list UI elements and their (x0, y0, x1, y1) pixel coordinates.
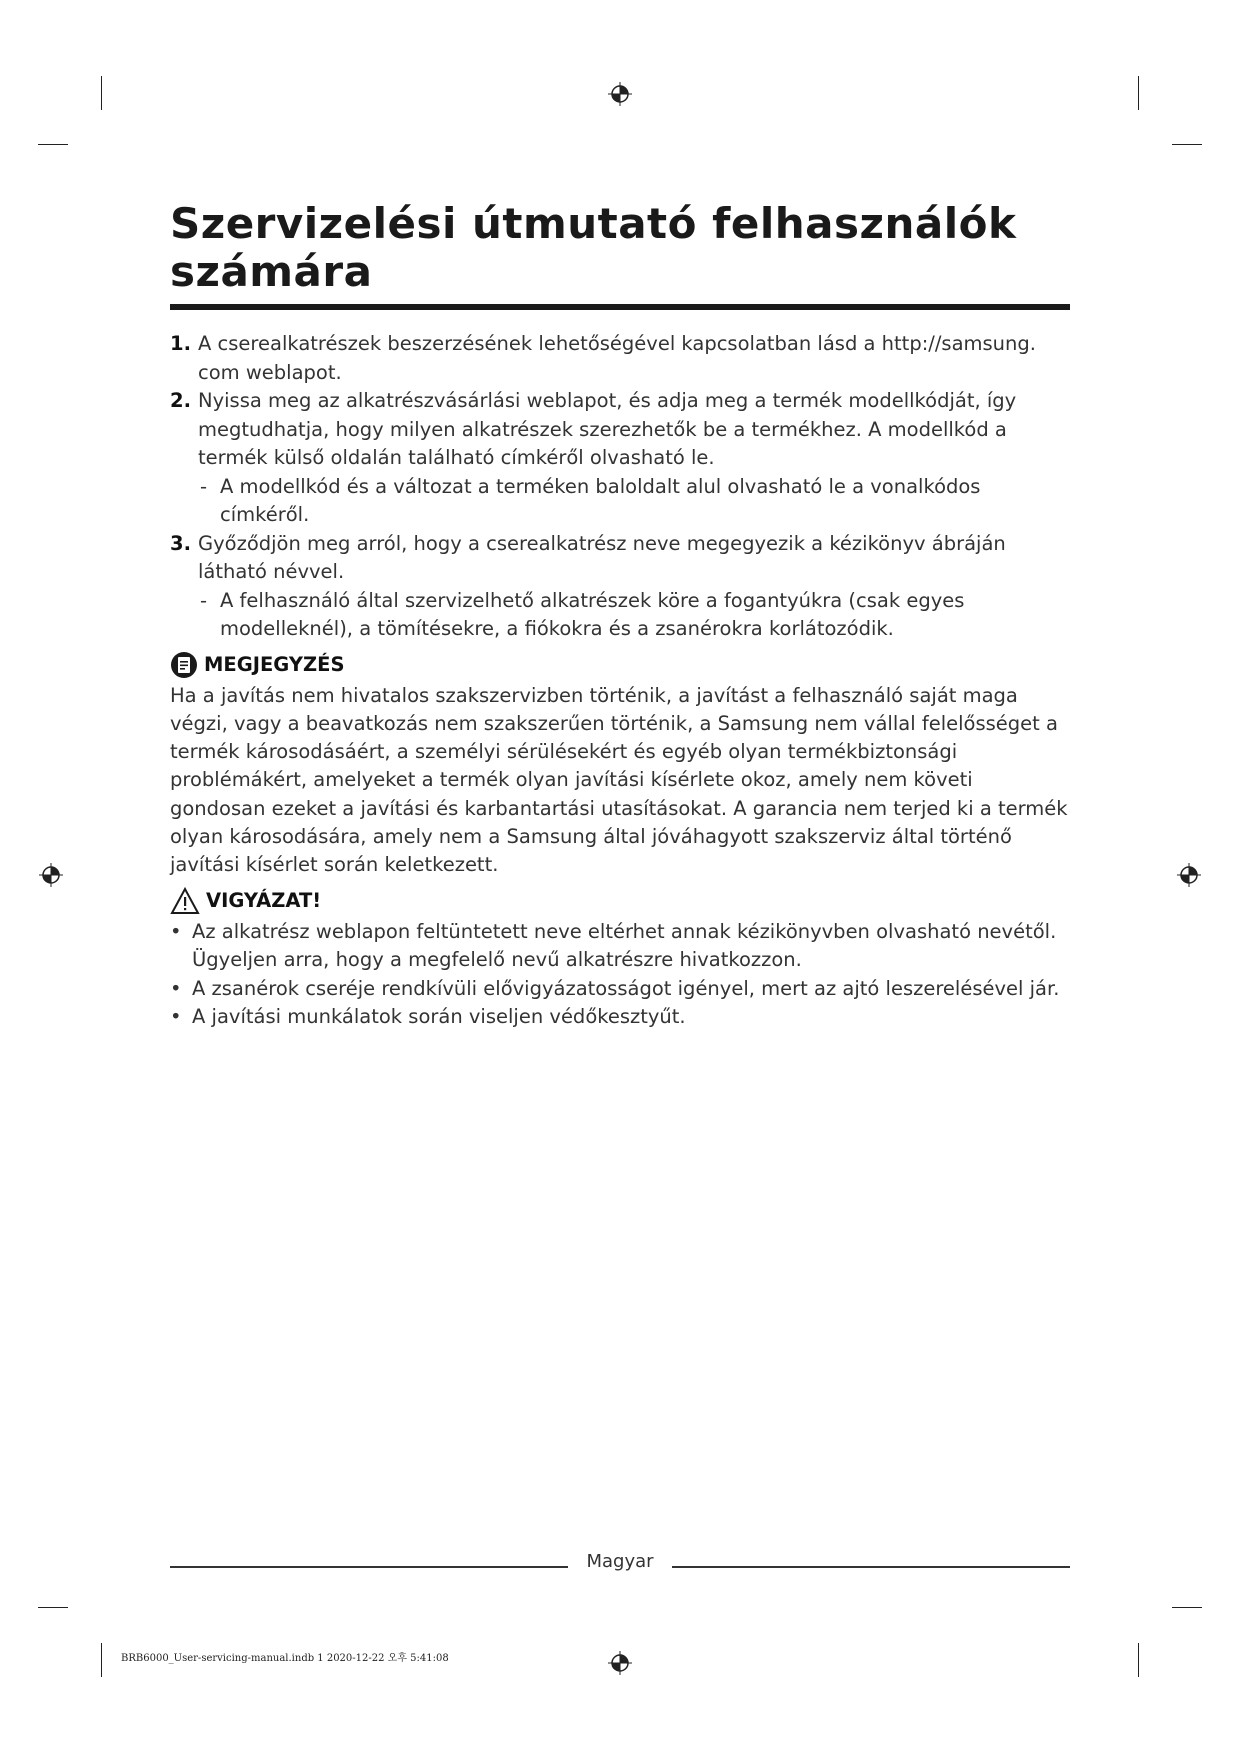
bullet-text: A javítási munkálatok során viseljen védőkesztyűt. (192, 1005, 686, 1029)
print-slug: BRB6000_User-servicing-manual.indb 1 2020-12-22 오후 5:41:08 (121, 1653, 449, 1664)
crop-mark-bottom-right (1138, 1643, 1139, 1677)
sub-item-text: A felhasználó által szervizelhető alkatrészek köre a fogantyúkra (csak egyes modelleknél), a tömítésekre, a fiókokra és a zsanérokra korlátozódik. (220, 588, 965, 640)
list-item (170, 530, 1070, 587)
bullet-text: A zsanérok cseréje rendkívüli elővigyázatosságot igényel, mert az ajtó leszerelésével jár. (192, 976, 1060, 1000)
page-title: Szervizelési útmutató felhasználók számára (170, 199, 1017, 296)
step-number: 1. (170, 332, 191, 355)
step-number: 3. (170, 531, 191, 555)
crop-mark-bottom-left-h (38, 1607, 68, 1608)
title-underline (170, 304, 1070, 310)
footer-rule-right (672, 1566, 1070, 1568)
sub-item (170, 587, 1070, 644)
registration-mark-top-icon (607, 81, 633, 107)
bullet-mark: • (170, 919, 182, 943)
step-text: Nyissa meg az alkatrészvásárlási weblapot, és adja meg a termék modellkódját, így megtudhatja, hogy milyen alkatrészek szerezhetők be a termékhez. A modellkód a termék külső oldalán található címkéről olvasható le. (198, 389, 1017, 469)
registration-mark-bottom-icon (607, 1650, 633, 1676)
caution-heading (170, 886, 1070, 916)
bullet-text: Az alkatrész weblapon feltüntetett neve eltérhet annak kézikönyvben olvasható nevétől. Ügyeljen arra, hogy a megfelelő nevű alkatrészre hivatkozzon. (192, 919, 1057, 972)
caution-label: VIGYÁZAT! (206, 888, 322, 912)
note-icon (170, 651, 198, 679)
note-label: MEGJEGYZÉS (204, 652, 345, 676)
crop-mark-top-right (1138, 76, 1139, 110)
registration-mark-left-icon (38, 862, 64, 888)
crop-mark-top-left-h (38, 144, 68, 145)
caution-list (170, 918, 1070, 1032)
crop-mark-top-right-h (1172, 144, 1202, 145)
footer-rule-left (170, 1566, 568, 1568)
step-number: 2. (170, 389, 191, 412)
crop-mark-bottom-left (101, 1643, 102, 1677)
warning-triangle-icon (170, 887, 200, 915)
list-item (170, 918, 1070, 975)
registration-mark-right-icon (1176, 862, 1202, 888)
list-item (170, 330, 1070, 387)
dash-mark: - (200, 474, 208, 498)
steps-list (170, 330, 1070, 644)
list-item (170, 975, 1070, 1004)
step-text: A cserealkatrészek beszerzésének lehetőségével kapcsolatban lásd a http://samsung. com weblapot. (198, 332, 1036, 384)
dash-mark: - (200, 588, 208, 612)
bullet-mark: • (170, 1005, 182, 1029)
sub-item-text: A modellkód és a változat a terméken baloldalt alul olvasható le a vonalkódos címkéről. (220, 474, 981, 526)
note-text: Ha a javítás nem hivatalos szakszervizben történik, a javítást a felhasználó saját maga végzi, vagy a beavatkozás nem szakszerűen történik, a Samsung nem vállal felelősséget a termék károsodásáért, a személyi sérülésekért és egyéb olyan termékbiztonsági problémákért, amelyeket a termék olyan javítási kísérlete okoz, amely nem követi gondosan ezeket a javítási és karbantartási utasításokat. A garancia nem terjed ki a termék olyan károsodására, amely nem a Samsung által jóváhagyott szakszerviz által történő javítási kísérlet során keletkezett. (170, 683, 1068, 877)
list-item (170, 1003, 1070, 1032)
crop-mark-bottom-right-h (1172, 1607, 1202, 1608)
bullet-mark: • (170, 976, 182, 1000)
sub-item (170, 473, 1070, 530)
list-item (170, 387, 1070, 473)
footer-language: Magyar (586, 1551, 654, 1572)
page-content (170, 200, 1070, 1032)
crop-mark-top-left (101, 76, 102, 110)
note-heading (170, 650, 1070, 680)
step-text: Győződjön meg arról, hogy a cserealkatrész neve megegyezik a kézikönyv ábráján látható névvel. (198, 531, 1006, 583)
